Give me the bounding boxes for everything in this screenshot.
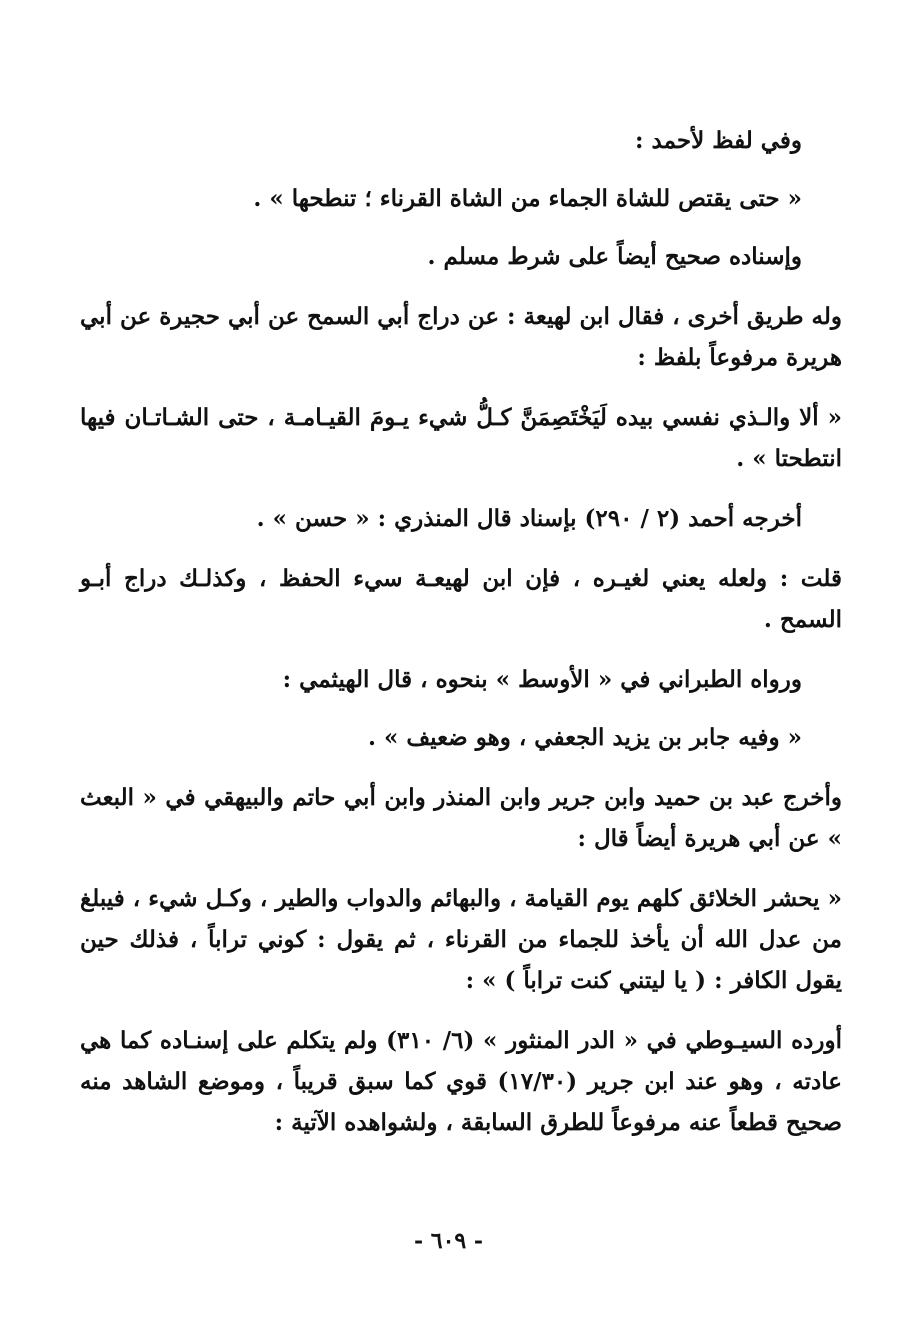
paragraph-11: « يحشر الخلائق كلهم يوم القيامة ، والبهائم والدواب والطير ، وكـل شيء ، فيبلغ من عدل الله أن يأخذ للجماء من القرناء ، ثم يقول : كوني تراباً ، فذلك حين يقول الكافر : ( يا ليتني كنت تراباً ) » :: [80, 885, 842, 994]
paragraph-6: أخرجه أحمد (٢ / ٢٩٠) بإسناد قال المنذري : « حسن » .: [256, 505, 802, 532]
paragraph-12: أورده السيـوطي في « الدر المنثور » (٦/ ٣١٠) ولم يتكلم على إسنـاده كما هي عادته ، وهو عند ابن جرير (١٧/٣٠) قوي كما سبق قريباً ، وموضع الشاهد منه صحيح قطعاً عنه مرفوعاً للطرق السابقة ، ولشواهده الآتية :: [80, 1027, 842, 1136]
paragraph-2: « حتى يقتص للشاة الجماء من الشاة القرناء ؛ تنطحها » .: [253, 185, 802, 212]
paragraph-8: ورواه الطبراني في « الأوسط » بنحوه ، قال الهيثمي :: [282, 666, 802, 693]
paragraph-7: قلت : ولعله يعني لغيـره ، فإن ابن لهيعـة سيء الحفظ ، وكذلـك دراج أبـو السمح .: [80, 565, 842, 633]
paragraph-1: وفي لفظ لأحمد :: [635, 127, 802, 154]
paragraph-3: وإسناده صحيح أيضاً على شرط مسلم .: [427, 243, 802, 270]
paragraph-4: وله طريق أخرى ، فقال ابن لهيعة : عن دراج أبي السمح عن أبي حجيرة عن أبي هريرة مرفوعاً بلفظ :: [80, 303, 842, 371]
paragraph-10: وأخرج عبد بن حميد وابن جرير وابن المنذر وابن أبي حاتم والبيهقي في « البعث » عن أبي هريرة أيضاً قال :: [80, 784, 842, 852]
paragraph-9: « وفيه جابر بن يزيد الجعفي ، وهو ضعيف » .: [367, 724, 802, 751]
page-body: [80, 120, 842, 1143]
page-number: - ٦٠٩ -: [413, 1228, 484, 1254]
paragraph-5: « ألا والـذي نفسي بيده لَيَخْتَصِمَنَّ كـلُّ شيء يـومَ القيـامـة ، حتى الشـاتـان فيها انتطحتا » .: [80, 404, 842, 472]
